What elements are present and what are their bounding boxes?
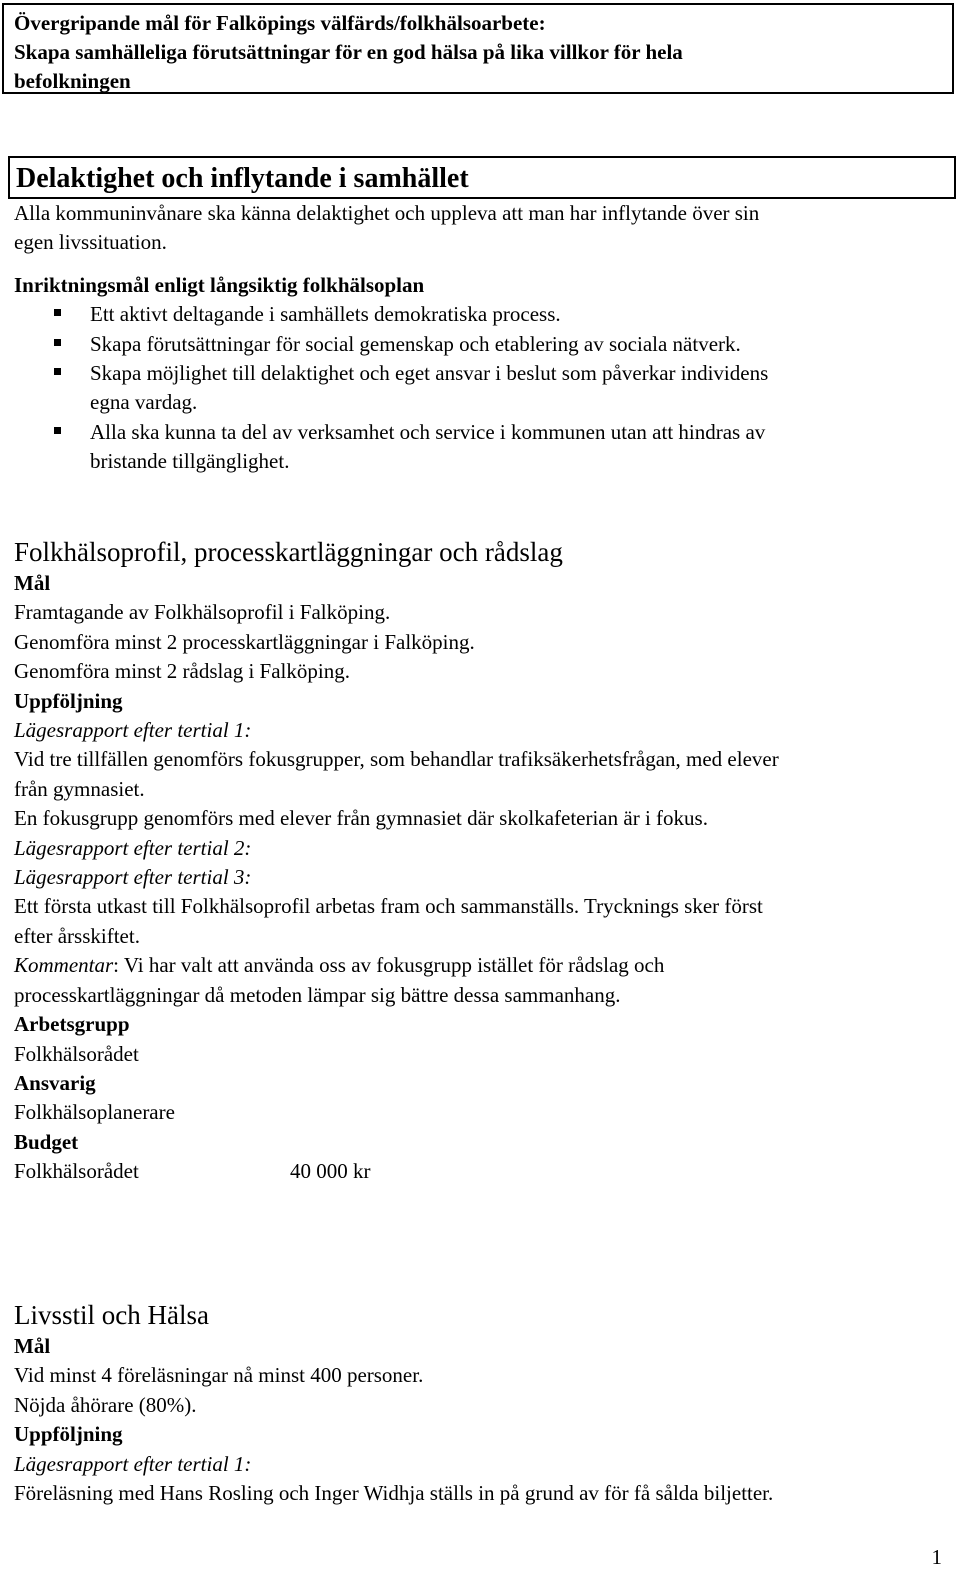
- workgroup-heading: Arbetsgrupp: [14, 1012, 130, 1037]
- section-title: Delaktighet och inflytande i samhället: [16, 163, 469, 194]
- section-health-profile: [14, 535, 944, 1187]
- report-text: Vid tre tillfällen genomförs fokusgrupper, som behandlar trafiksäkerhetsfrågan, med elever: [14, 747, 779, 772]
- tertial-label: Lägesrapport efter tertial 3:: [14, 865, 252, 890]
- tertial-label: Lägesrapport efter tertial 2:: [14, 835, 252, 860]
- workgroup-value: Folkhälsorådet: [14, 1041, 139, 1066]
- comment: [14, 951, 944, 980]
- budget-heading: Budget: [14, 1129, 79, 1154]
- goal-item: Framtagande av Folkhälsoprofil i Falköping.: [14, 600, 391, 625]
- list-item-text: bristande tillgänglighet.: [90, 449, 290, 474]
- section-title: Folkhälsoprofil, processkartläggningar och rådslag: [14, 537, 563, 567]
- overall-goal-box: [2, 3, 954, 94]
- list-item-text: Skapa förutsättningar för social gemenskap och etablering av sociala nätverk.: [90, 331, 741, 356]
- page-number: 1: [931, 1545, 942, 1569]
- responsible-value: Folkhälsoplanerare: [14, 1100, 175, 1125]
- list-item-text: Ett aktivt deltagande i samhällets demokratiska process.: [90, 302, 561, 327]
- bullet-list: [14, 300, 944, 476]
- goal-heading: Mål: [14, 1334, 51, 1358]
- responsible-heading: Ansvarig: [14, 1070, 96, 1095]
- report-text: En fokusgrupp genomförs med elever från gymnasiet där skolkafeterian är i fokus.: [14, 806, 708, 831]
- followup-heading: Uppföljning: [14, 1422, 123, 1447]
- report-text: Ett första utkast till Folkhälsoprofil arbetas fram och sammanställs. Trycknings sker först: [14, 894, 763, 919]
- budget-org: Folkhälsorådet: [14, 1159, 139, 1184]
- list-item-text: Skapa möjlighet till delaktighet och eget ansvar i beslut som påverkar individens: [90, 361, 769, 386]
- goal-item: Genomföra minst 2 rådslag i Falköping.: [14, 659, 350, 684]
- overall-goal-line: befolkningen: [14, 69, 131, 93]
- list-item: [14, 359, 944, 418]
- list-item-text: Alla ska kunna ta del av verksamhet och service i kommunen utan att hindras av: [90, 419, 766, 444]
- followup-heading: Uppföljning: [14, 688, 123, 713]
- budget-amount: 40 000 kr: [290, 1159, 371, 1184]
- list-item: [14, 418, 944, 477]
- tertial-label: Lägesrapport efter tertial 1:: [14, 1451, 252, 1476]
- list-item: [14, 300, 944, 329]
- budget-row: [14, 1157, 944, 1186]
- report-text: Föreläsning med Hans Rosling och Inger Widhja ställs in på grund av för få sålda biljetter.: [14, 1481, 774, 1506]
- tertial-label: Lägesrapport efter tertial 1:: [14, 718, 252, 743]
- section-participation: [14, 199, 944, 477]
- overall-goal-line: Skapa samhälleliga förutsättningar för en god hälsa på lika villkor för hela: [14, 40, 683, 64]
- section-title: Livsstil och Hälsa: [14, 1300, 209, 1330]
- goal-heading: Mål: [14, 571, 51, 595]
- goal-item: Vid minst 4 föreläsningar nå minst 400 personer.: [14, 1363, 424, 1388]
- list-item: [14, 330, 944, 359]
- intro-text: egen livssituation.: [14, 230, 167, 255]
- comment-text: : Vi har valt att använda oss av fokusgrupp istället för rådslag och: [113, 953, 665, 978]
- goal-item: Genomföra minst 2 processkartläggningar i Falköping.: [14, 629, 475, 654]
- list-item-text: egna vardag.: [90, 390, 198, 415]
- overall-goal-line: Övergripande mål för Falköpings välfärds/folkhälsoarbete:: [14, 11, 546, 35]
- subheading: Inriktningsmål enligt långsiktig folkhälsoplan: [14, 272, 425, 297]
- report-text: efter årsskiftet.: [14, 923, 140, 948]
- comment-text: processkartläggningar då metoden lämpar sig bättre dessa sammanhang.: [14, 982, 621, 1007]
- intro-text: Alla kommuninvånare ska känna delaktighet och uppleva att man har inflytande över sin: [14, 201, 760, 225]
- goal-item: Nöjda åhörare (80%).: [14, 1392, 197, 1417]
- section-lifestyle: [14, 1298, 944, 1508]
- comment-label: Kommentar: [14, 953, 114, 978]
- section-title-box: [8, 156, 956, 199]
- report-text: från gymnasiet.: [14, 776, 145, 801]
